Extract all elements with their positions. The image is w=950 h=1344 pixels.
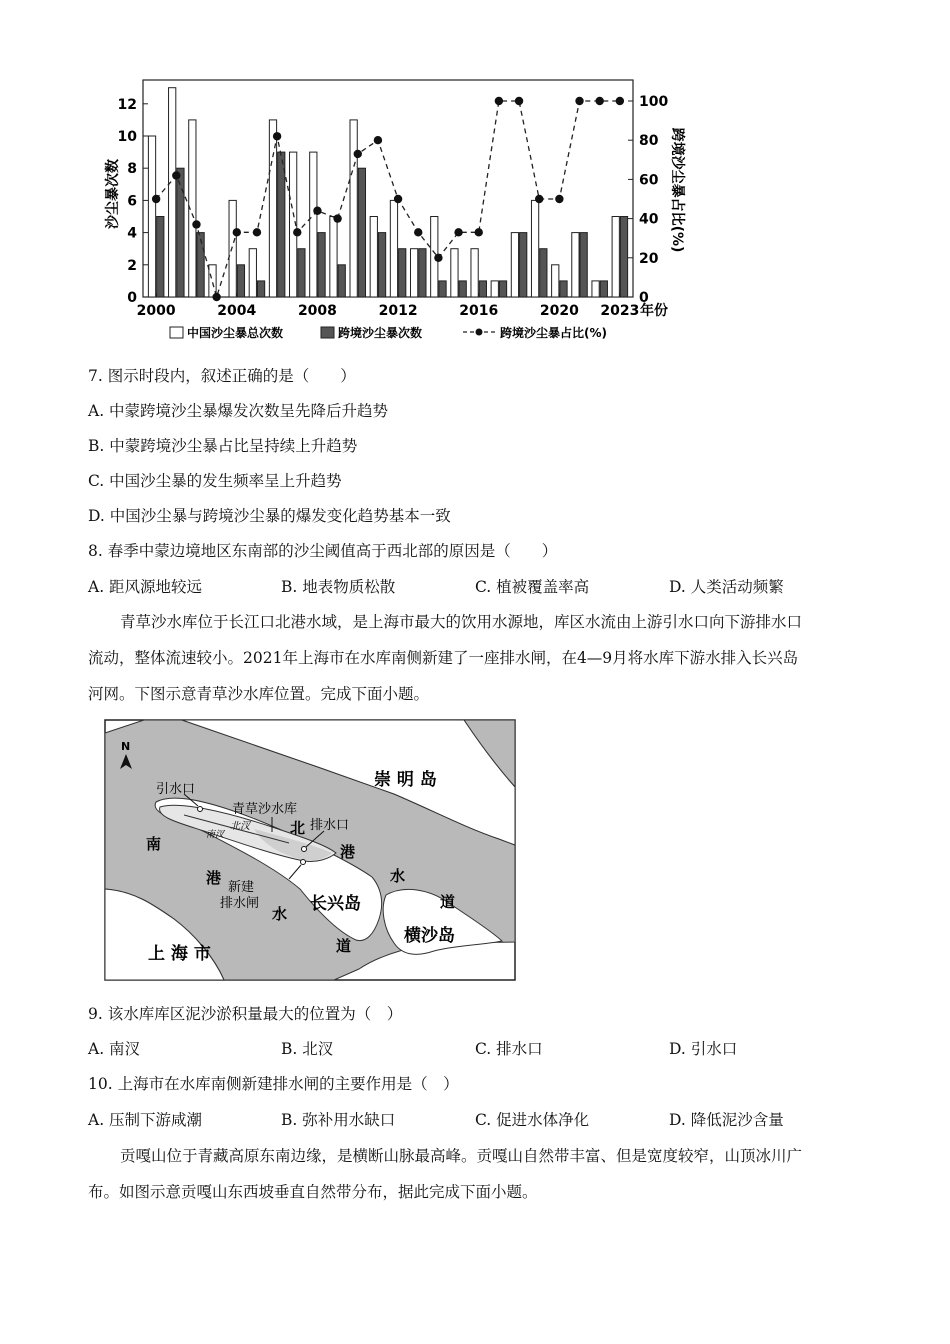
ratio-line — [156, 101, 620, 297]
legend-swatch-cross — [321, 327, 334, 338]
q8-stem: 8. 春季中蒙边境地区东南部的沙尘阈值高于西北部的原因是（ ） — [88, 542, 558, 560]
bar-cross-2011 — [378, 233, 385, 297]
y-tick-label: 2 — [127, 257, 137, 274]
bar-total-2017 — [491, 281, 498, 297]
bar-total-2019 — [531, 200, 538, 297]
bar-total-2011 — [370, 217, 377, 298]
y2-tick-label: 60 — [639, 172, 659, 189]
bar-total-2010 — [350, 120, 357, 297]
outlet-point — [302, 847, 307, 852]
q8-option-a[interactable]: A. 距风源地较远 — [88, 578, 203, 596]
map-label-inlet: 引水口 — [156, 782, 196, 797]
y-tick-label: 0 — [127, 290, 137, 306]
bar-cross-2004 — [237, 265, 244, 297]
bar-cross-2013 — [419, 249, 426, 297]
q9-option-d[interactable]: D. 引水口 — [669, 1040, 738, 1058]
ratio-point-2004 — [233, 228, 241, 236]
q8-option-d[interactable]: D. 人类活动频繁 — [669, 578, 784, 596]
y-tick-label: 8 — [127, 161, 137, 178]
bar-cross-2020 — [560, 281, 567, 297]
map-label-sluice: 排水闸 — [220, 896, 260, 911]
map-label-nan: 南 — [146, 835, 162, 853]
ratio-point-2000 — [152, 195, 160, 203]
map-label-gang1: 港 — [340, 843, 356, 861]
map-label-shui2: 水 — [272, 905, 288, 923]
bar-cross-2009 — [338, 265, 345, 297]
bar-cross-2017 — [499, 281, 506, 297]
bar-total-2008 — [310, 152, 317, 297]
q7-option-c[interactable]: C. 中国沙尘暴的发生频率呈上升趋势 — [88, 472, 342, 490]
q9-option-a[interactable]: A. 南汊 — [88, 1040, 141, 1058]
y-axis-label: 沙尘暴次数 — [105, 159, 121, 229]
x-tick-label: 2023 — [600, 303, 640, 319]
q10-option-a[interactable]: A. 压制下游咸潮 — [88, 1111, 203, 1129]
y2-tick-label: 0 — [639, 290, 649, 306]
legend-dot-ratio — [476, 329, 483, 336]
x-tick-label: 2000 — [136, 303, 176, 319]
q10-stem: 10. 上海市在水库南侧新建排水闸的主要作用是（ ） — [88, 1075, 459, 1093]
legend-label-total: 中国沙尘暴总次数 — [187, 326, 284, 340]
passage2-line2: 布。如图示意贡嘎山东西坡垂直自然带分布，据此完成下面小题。 — [88, 1183, 538, 1201]
bar-total-2018 — [511, 233, 518, 297]
bar-cross-2005 — [257, 281, 264, 297]
ratio-point-2020 — [555, 195, 563, 203]
ratio-point-2008 — [313, 207, 321, 215]
x-axis-label: 年份 — [640, 303, 668, 319]
map-label-reservoir: 青草沙水库 — [232, 802, 298, 817]
q7-option-b[interactable]: B. 中蒙跨境沙尘暴占比呈持续上升趋势 — [88, 437, 358, 455]
bar-total-2009 — [330, 217, 337, 298]
map-label-hengsha: 横沙岛 — [404, 926, 455, 946]
y-tick-label: 6 — [127, 193, 137, 210]
y2-tick-label: 80 — [639, 133, 659, 150]
q9-option-c[interactable]: C. 排水口 — [475, 1040, 543, 1058]
bar-total-2022 — [592, 281, 599, 297]
map-label-outlet: 排水口 — [310, 818, 350, 833]
bar-cross-2000 — [157, 217, 164, 298]
bar-total-2023 — [612, 217, 619, 298]
q8-option-b[interactable]: B. 地表物质松散 — [281, 578, 396, 596]
y-tick-label: 12 — [117, 96, 137, 113]
bar-cross-2006 — [278, 152, 285, 297]
y-tick-label: 10 — [117, 129, 137, 145]
map-label-gang2: 港 — [206, 869, 222, 887]
ratio-point-2011 — [374, 136, 382, 144]
y2-tick-label: 20 — [639, 250, 659, 267]
bar-cross-2007 — [298, 249, 305, 297]
bar-total-2021 — [572, 233, 579, 297]
ratio-point-2021 — [575, 97, 583, 105]
ratio-point-2014 — [434, 254, 442, 262]
reservoir-map — [104, 719, 516, 981]
bar-cross-2021 — [580, 233, 587, 297]
bar-total-2004 — [229, 200, 236, 297]
map-label-nanhan: 南汊 — [206, 830, 225, 840]
map-label-chongming: 崇 明 岛 — [374, 770, 437, 790]
ratio-point-2010 — [354, 150, 362, 158]
q7-option-a[interactable]: A. 中蒙跨境沙尘暴爆发次数呈先降后升趋势 — [88, 402, 389, 420]
map-label-beihan: 北汊 — [230, 821, 250, 832]
ratio-point-2002 — [192, 220, 200, 228]
x-tick-label: 2016 — [459, 303, 499, 319]
y-tick-label: 4 — [127, 225, 137, 242]
passage1-line2: 流动，整体流速较小。2021年上海市在水库南侧新建了一座排水闸，在4—9月将水库下游水排入长兴岛 — [88, 649, 799, 667]
ratio-point-2009 — [333, 214, 341, 222]
x-tick-label: 2020 — [539, 303, 579, 319]
legend-swatch-total — [170, 327, 183, 338]
q7-option-d[interactable]: D. 中国沙尘暴与跨境沙尘暴的爆发变化趋势基本一致 — [88, 507, 451, 525]
q9-option-b[interactable]: B. 北汊 — [281, 1040, 334, 1058]
ratio-point-2018 — [515, 97, 523, 105]
bar-total-2012 — [390, 200, 397, 297]
q10-option-d[interactable]: D. 降低泥沙含量 — [669, 1111, 784, 1129]
map-label-dao2: 道 — [336, 937, 352, 955]
ratio-point-2006 — [273, 132, 281, 140]
passage1-line3: 河网。下图示意青草沙水库位置。完成下面小题。 — [88, 685, 430, 703]
bar-cross-2022 — [600, 281, 607, 297]
bar-cross-2012 — [399, 249, 406, 297]
bar-cross-2002 — [197, 233, 204, 297]
x-tick-label: 2008 — [297, 303, 337, 319]
bar-total-2005 — [249, 249, 256, 297]
bar-cross-2014 — [439, 281, 446, 297]
bar-total-2020 — [552, 265, 559, 297]
ratio-point-2005 — [253, 228, 261, 236]
q7-stem: 7. 图示时段内，叙述正确的是（ ） — [88, 367, 356, 385]
map-label-bei: 北 — [290, 819, 306, 837]
ratio-point-2001 — [172, 171, 180, 179]
map-label-shanghai: 上 海 市 — [148, 944, 211, 964]
q9-stem: 9. 该水库库区泥沙淤积量最大的位置为（ ） — [88, 1005, 403, 1023]
bar-total-2013 — [410, 249, 417, 297]
q10-option-b[interactable]: B. 弥补用水缺口 — [281, 1111, 396, 1129]
bar-cross-2008 — [318, 233, 325, 297]
legend-label-ratio: 跨境沙尘暴占比(%) — [500, 326, 607, 340]
passage1-line1: 青草沙水库位于长江口北港水域，是上海市最大的饮用水源地，库区水流由上游引水口向下游排水口 — [120, 613, 803, 631]
map-label-dao1: 道 — [440, 893, 456, 911]
bar-cross-2001 — [177, 168, 184, 297]
y2-tick-label: 40 — [639, 211, 659, 228]
legend-label-cross: 跨境沙尘暴次数 — [338, 326, 423, 340]
chart-svg — [95, 62, 705, 357]
q8-option-c[interactable]: C. 植被覆盖率高 — [475, 578, 590, 596]
x-tick-label: 2004 — [217, 303, 257, 319]
inlet-point — [198, 807, 203, 812]
bar-cross-2016 — [479, 281, 486, 297]
bar-total-2001 — [169, 88, 176, 297]
dust-storm-chart — [95, 62, 705, 357]
bar-cross-2015 — [459, 281, 466, 297]
q10-option-c[interactable]: C. 促进水体净化 — [475, 1111, 590, 1129]
map-svg — [104, 719, 516, 981]
bar-total-2015 — [451, 249, 458, 297]
map-label-xinjian: 新建 — [228, 880, 255, 895]
bar-cross-2010 — [358, 168, 365, 297]
map-label-shui1: 水 — [390, 867, 406, 885]
map-label-north: N — [121, 740, 131, 753]
y2-tick-label: 100 — [639, 94, 669, 110]
bar-total-2016 — [471, 249, 478, 297]
bar-cross-2023 — [620, 217, 627, 298]
ratio-point-2019 — [535, 195, 543, 203]
ratio-point-2013 — [414, 228, 422, 236]
map-label-changxing: 长兴岛 — [310, 894, 361, 914]
ratio-point-2007 — [293, 228, 301, 236]
bar-cross-2019 — [540, 249, 547, 297]
bar-cross-2018 — [520, 233, 527, 297]
ratio-point-2017 — [495, 97, 503, 105]
ratio-point-2015 — [454, 228, 462, 236]
ratio-point-2016 — [475, 228, 483, 236]
ratio-point-2022 — [595, 97, 603, 105]
x-tick-label: 2012 — [378, 303, 418, 319]
sluice-point — [301, 860, 306, 865]
ratio-point-2012 — [394, 195, 402, 203]
ratio-point-2003 — [212, 293, 220, 301]
bar-total-2000 — [148, 136, 155, 297]
passage2-line1: 贡嘎山位于青藏高原东南边缘，是横断山脉最高峰。贡嘎山自然带丰富、但是宽度较窄，山顶冰川广 — [120, 1147, 803, 1165]
y2-axis-label: 跨境沙尘暴占比(%) — [669, 127, 685, 253]
ratio-point-2023 — [616, 97, 624, 105]
